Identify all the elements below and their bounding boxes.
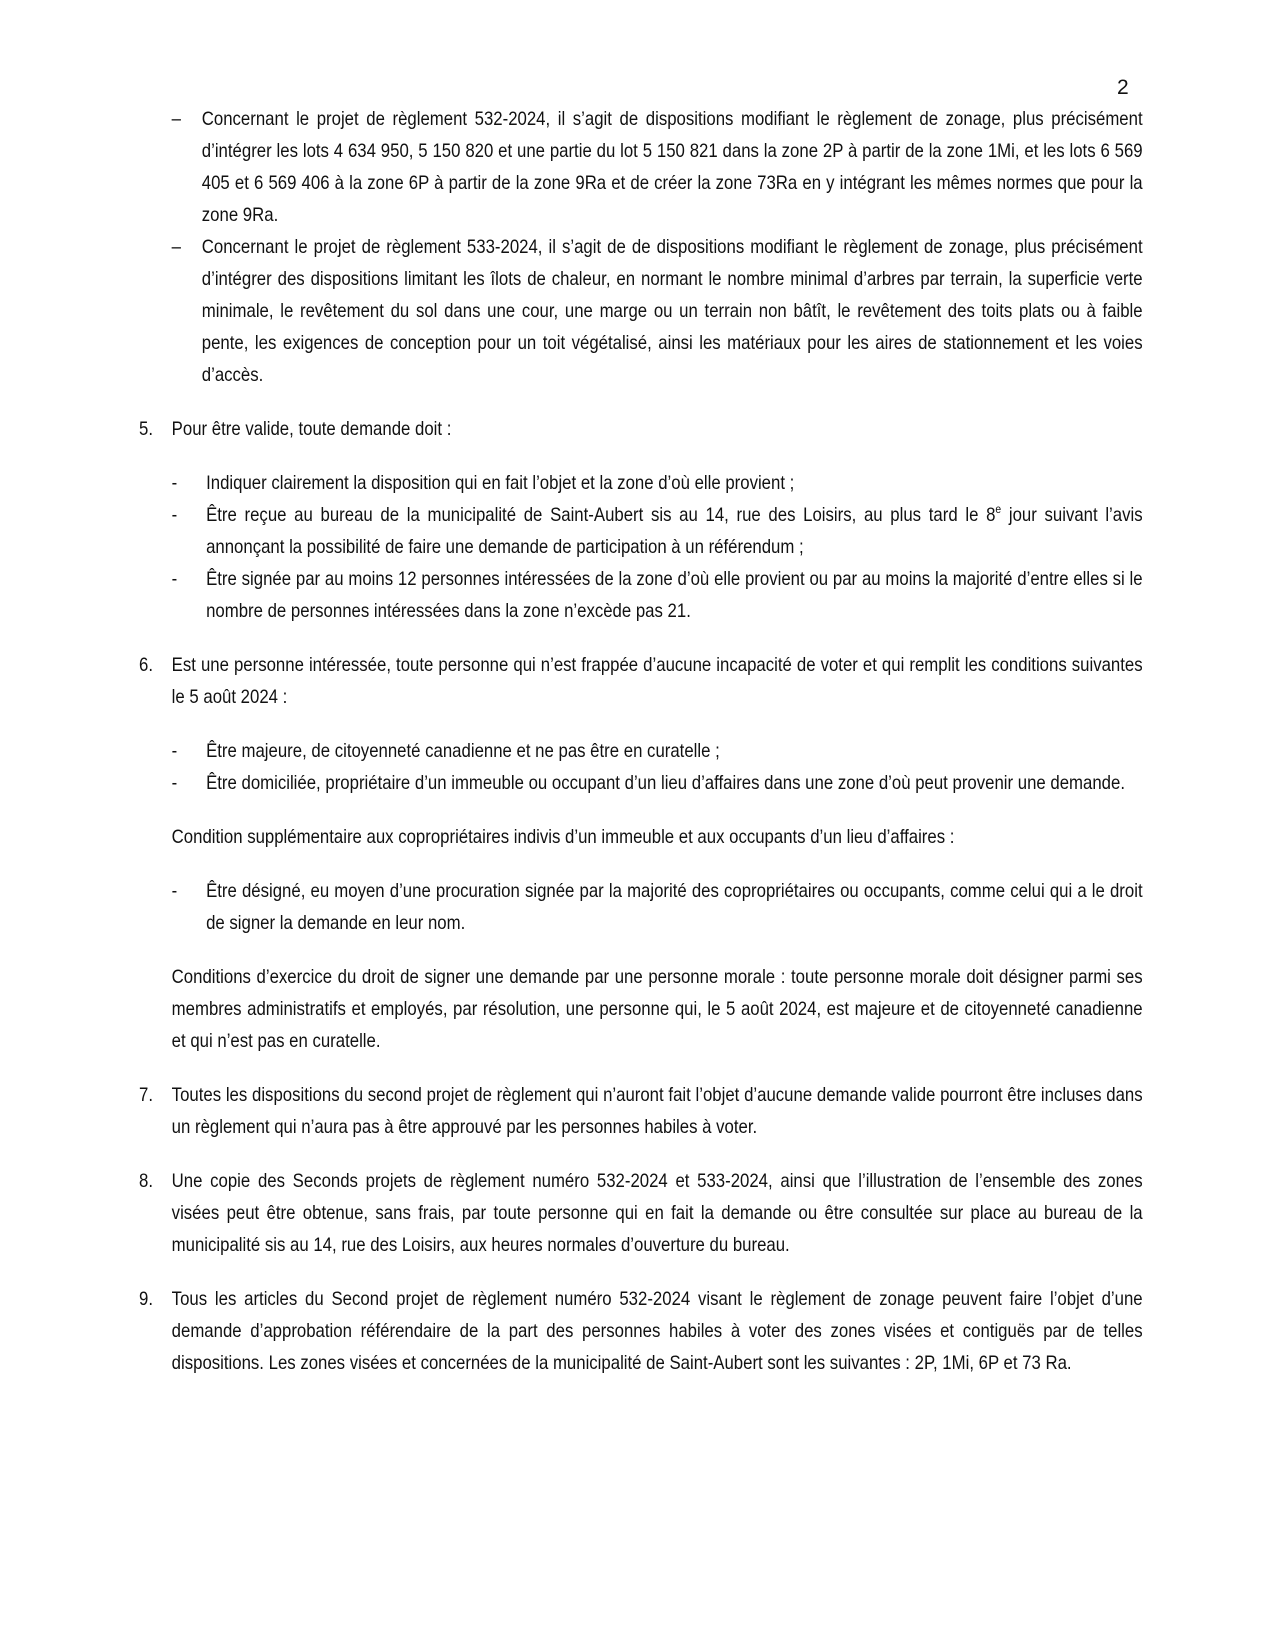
page-number: 2 — [1117, 76, 1129, 99]
bullet-marker: - — [171, 740, 178, 762]
list-item-text: Être domiciliée, propriétaire d’un immeuble ou occupant d’un lieu d’affaires dans une zone d’où peut provenir une demande. — [206, 772, 1125, 794]
list-item — [139, 875, 1143, 939]
bullet-marker: - — [171, 772, 178, 794]
section-6 — [139, 649, 1143, 1057]
section-7 — [139, 1079, 1143, 1143]
bullet-marker: - — [171, 472, 178, 494]
section-text: Toutes les dispositions du second projet de règlement qui n’auront fait l’objet d’aucune demande valide pourront être incluses dans un règlement qui n’aura pas à être approuvé par les personnes habiles à voter. — [171, 1084, 1143, 1138]
section-5 — [139, 413, 1143, 627]
bullet-marker: - — [171, 880, 178, 902]
list-item — [139, 563, 1143, 627]
superscript: e — [995, 502, 1002, 516]
section-number: 7. — [139, 1084, 153, 1106]
list-item-text: Être majeure, de citoyenneté canadienne et ne pas être en curatelle ; — [206, 740, 720, 762]
section-8 — [139, 1165, 1143, 1261]
section-6-list — [172, 735, 1143, 799]
section-number: 9. — [139, 1288, 153, 1310]
list-item-text: Concernant le projet de règlement 532-2024, il s’agit de dispositions modifiant le règlement de zonage, plus précisément d’intégrer les lots 4 634 950, 5 150 820 et une partie du lot 5 150 821 dans la zone 2P à partir de la zone 1Mi, et les lots 6 569 405 et 6 569 406 à la zone 6P à partir de la zone 9Ra et de créer la zone 73Ra en y intégrant les mêmes normes que pour la zone 9Ra. — [201, 108, 1143, 226]
bullet-marker: - — [171, 504, 178, 526]
list-item-text: jour suivant l’avis annonçant la possibilité de faire une demande de participation à un référendum ; — [206, 504, 1143, 558]
section-text: Pour être valide, toute demande doit : — [171, 418, 452, 440]
section-text: Une copie des Seconds projets de règlement numéro 532-2024 et 533-2024, ainsi que l’illustration de l’ensemble des zones visées peut être obtenue, sans frais, par toute personne qui en fait la demande ou être consultée sur place au bureau de la municipalité sis au 14, rue des Loisirs, aux heures normales d’ouverture du bureau. — [171, 1170, 1143, 1256]
document-body — [139, 103, 1143, 1379]
section-5-list — [172, 467, 1143, 627]
list-item-text: Être reçue au bureau de la municipalité de Saint-Aubert sis au 14, rue des Loisirs, au plus tard le 8 — [206, 504, 996, 526]
section-text: Est une personne intéressée, toute personne qui n’est frappée d’aucune incapacité de voter et qui remplit les conditions suivantes le 5 août 2024 : — [171, 654, 1143, 708]
section-text: Tous les articles du Second projet de règlement numéro 532-2024 visant le règlement de zonage peuvent faire l’objet d’une demande d’approbation référendaire de la part des personnes habiles à voter des zones visées et contiguës par de telles dispositions. Les zones visées et concernées de la municipalité de Saint-Aubert sont les suivantes : 2P, 1Mi, 6P et 73 Ra. — [171, 1288, 1143, 1374]
legal-person-paragraph: Conditions d’exercice du droit de signer une demande par une personne morale : toute personne morale doit désigner parmi ses membres administratifs et employés, par résolution, une personne qui, le 5 août 2024, est majeure et de citoyenneté canadienne et qui n’est pas en curatelle. — [171, 966, 1143, 1052]
list-item — [139, 767, 1143, 799]
list-item-reglement-533 — [139, 231, 1143, 391]
dash-marker: – — [171, 108, 182, 130]
list-item-text: Être désigné, eu moyen d’une procuration signée par la majorité des copropriétaires ou occupants, comme celui qui a le droit de signer la demande en leur nom. — [206, 880, 1143, 934]
section-number: 6. — [139, 654, 153, 676]
bullet-marker: - — [171, 568, 178, 590]
section-number: 5. — [139, 418, 153, 440]
list-item-text: Être signée par au moins 12 personnes intéressées de la zone d’où elle provient ou par au moins la majorité d’entre elles si le nombre de personnes intéressées dans la zone n’excède pas 21. — [206, 568, 1143, 622]
section-number: 8. — [139, 1170, 153, 1192]
section-9 — [139, 1283, 1143, 1379]
coowner-heading: Condition supplémentaire aux copropriétaires indivis d’un immeuble et aux occupants d’un lieu d’affaires : — [171, 826, 955, 848]
coowner-list — [172, 875, 1143, 939]
list-item — [139, 735, 1143, 767]
list-item — [139, 467, 1143, 499]
list-item-text: Indiquer clairement la disposition qui en fait l’objet et la zone d’où elle provient ; — [206, 472, 795, 494]
list-item — [139, 499, 1143, 563]
list-item-text: Concernant le projet de règlement 533-2024, il s’agit de de dispositions modifiant le règlement de zonage, plus précisément d’intégrer des dispositions limitant les îlots de chaleur, en normant le nombre minimal d’arbres par terrain, la superficie verte minimale, le revêtement du sol dans une cour, une marge ou un terrain non bâtît, le revêtement des toits plats ou à faible pente, les exigences de conception pour un toit végétalisé, ainsi les matériaux pour les aires de stationnement et les voies d’accès. — [201, 236, 1143, 386]
list-item-reglement-532 — [139, 103, 1143, 231]
dash-marker: – — [171, 236, 182, 258]
